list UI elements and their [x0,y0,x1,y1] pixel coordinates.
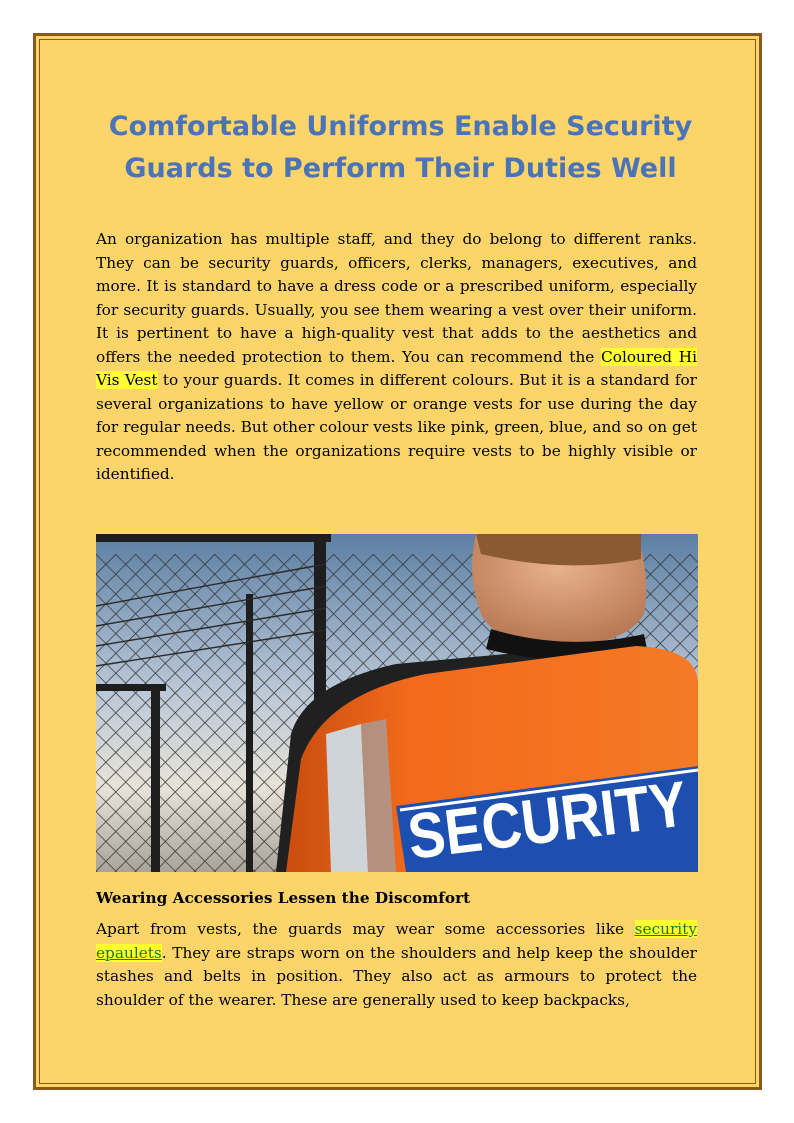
security-guard-photo [96,534,734,873]
vest-security-label: SECURITY [403,761,734,873]
intro-paragraph [96,228,697,487]
accessories-text-start: Apart from vests, the guards may wear some accessories like [96,920,635,938]
intro-text-end: to your guards. It comes in different colours. But it is a standard for several organizations to have yellow or orange vests for use during the day for regular needs. But other colour vests like pink, green, blue, and so on get recommended when the organizations require vests to be highly visible or identified. [96,371,697,483]
accessories-paragraph [96,918,697,1012]
article-title: Comfortable Uniforms Enable Security Guards to Perform Their Duties Well [108,111,693,184]
intro-text-start: An organization has multiple staff, and they do belong to different ranks. They can be security guards, officers, clerks, managers, executives, and more. It is standard to have a dress code or a prescribed uniform, especially for security guards. Usually, you see them wearing a vest over their uniform. It is pertinent to have a high-quality vest that adds to the aesthetics and offers the needed protection to them. You can recommend the [96,230,697,366]
coloured-hi-vis-vest-link[interactable]: Coloured Hi Vis Vest [96,347,697,389]
accessories-subheading: Wearing Accessories Lessen the Discomfort [96,889,471,907]
security-epaulets-link[interactable]: security epaulets [96,920,697,962]
page-frame [33,33,762,1090]
accessories-text-end: . They are straps worn on the shoulders and help keep the shoulder stashes and belts in position. They also act as armours to protect the shoulder of the wearer. These are generally used to keep backpacks, [96,943,697,1009]
